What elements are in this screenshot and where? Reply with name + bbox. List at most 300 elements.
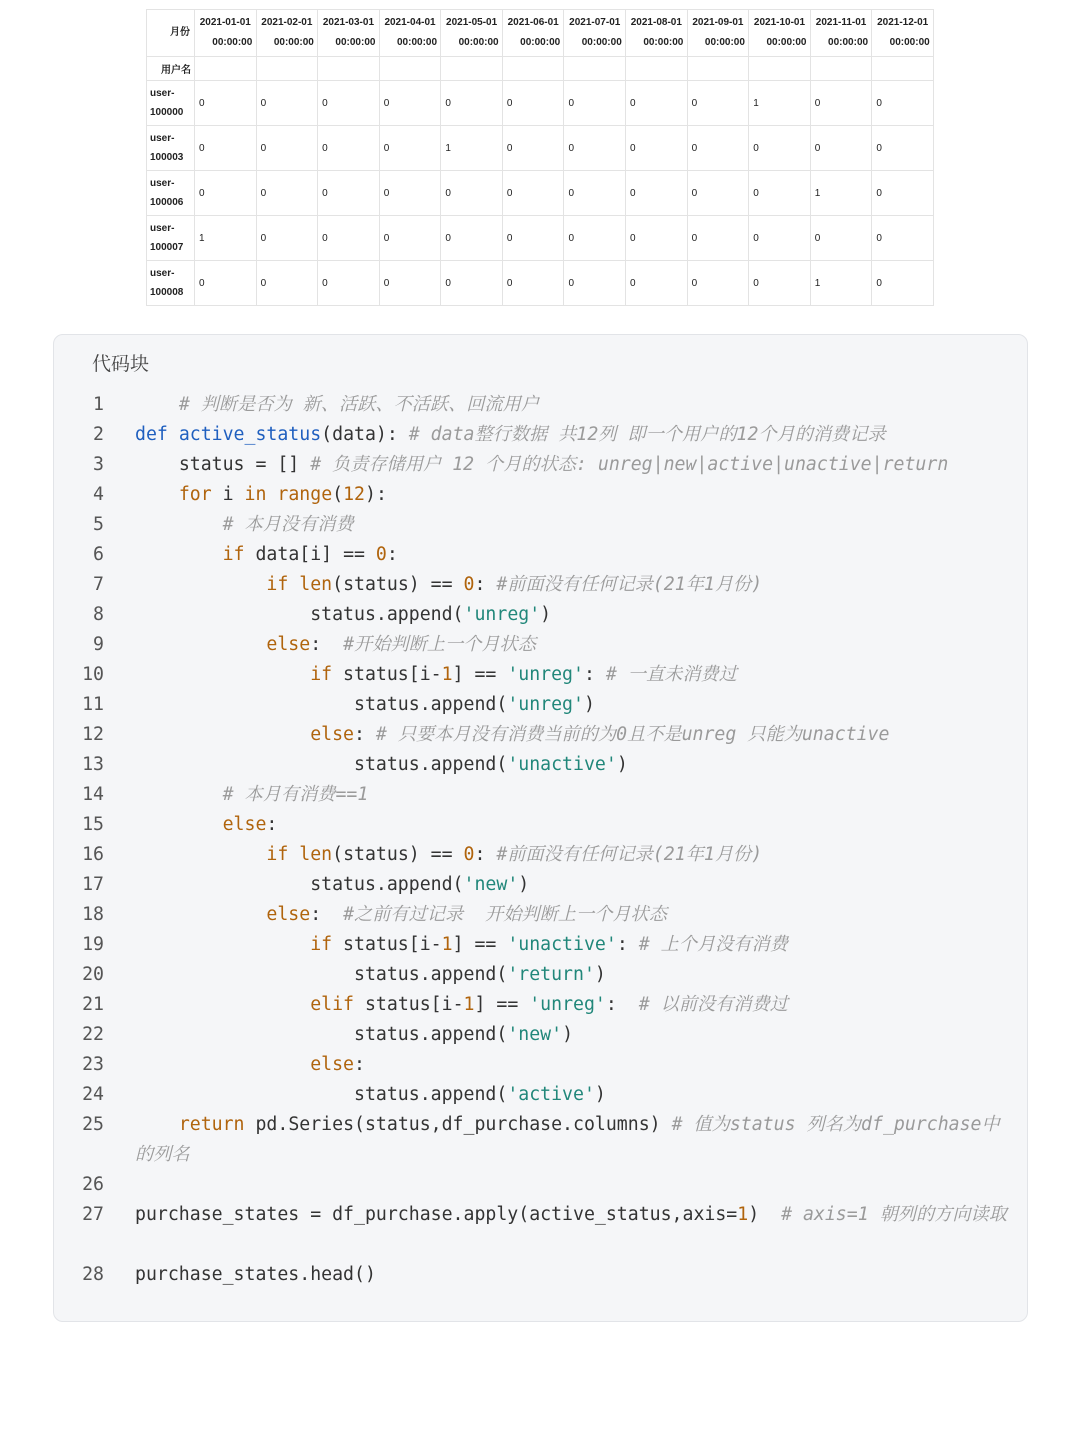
code-line [54,1260,1027,1290]
table-cell: 0 [872,261,934,306]
code-token: i [211,484,245,505]
code-text [135,720,1007,750]
code-line [54,390,1027,420]
code-token: #前面没有任何记录(21年1月份) [496,574,763,595]
code-token: len [299,574,333,595]
row-index-id: 100003 [150,152,184,163]
index-row-empty-cell [379,57,441,81]
code-token [135,784,223,805]
code-token: if [222,544,245,565]
column-header [318,10,380,57]
row-index-prefix: user- [150,178,175,189]
table-cell: 0 [872,126,934,171]
code-token [135,814,223,835]
code-text [135,840,1007,870]
line-number: 4 [93,484,104,505]
table-cell: 0 [379,171,441,216]
table-cell: 0 [564,261,626,306]
code-token: (data): [321,424,409,445]
code-token: ) [583,694,595,715]
table-cell: 1 [810,171,872,216]
code-line [54,480,1027,510]
code-line [54,600,1027,630]
code-token: status.append( [135,1024,508,1045]
index-row-empty-cell [749,57,811,81]
table-cell: 1 [441,126,503,171]
code-token [135,574,266,595]
code-token: 1 [441,934,453,955]
column-header-time: 00:00:00 [273,37,314,48]
code-token: ) [594,1084,606,1105]
code-token: 'new' [463,874,519,895]
code-text [135,780,1007,810]
code-token: 0 [463,574,475,595]
line-number: 24 [82,1084,104,1105]
table-cell: 0 [379,261,441,306]
code-text [135,960,1007,990]
table-cell: 0 [441,216,503,261]
table-cell: 0 [502,261,564,306]
code-text [135,600,1007,630]
column-header-date: 2021-04-01 [384,17,436,28]
line-number: 7 [93,574,104,595]
code-token: else [222,814,267,835]
table-row [147,81,934,126]
table-row [147,171,934,216]
code-token [168,424,179,445]
column-header [872,10,934,57]
table-cell: 0 [441,171,503,216]
row-index-label [147,126,195,171]
table-cell: 0 [564,171,626,216]
code-text [135,1080,1007,1110]
table-cell: 0 [564,126,626,171]
index-row-empty-cell [318,57,380,81]
row-index-label [147,171,195,216]
code-text [135,1260,1007,1290]
code-token: # 负责存储用户 12 个月的状态: unreg|new|active|unactive|return [310,454,949,475]
column-header-time: 00:00:00 [212,37,253,48]
column-header-time: 00:00:00 [581,37,622,48]
code-token [135,394,179,415]
table-cell: 0 [502,216,564,261]
code-token: # axis=1 朝列的方向读取 [781,1204,1007,1225]
code-token: ) [540,604,552,625]
code-token [135,1054,310,1075]
table-cell: 1 [749,81,811,126]
code-token: : [583,664,606,685]
column-header-date: 2021-03-01 [322,17,375,28]
dataframe-output [146,9,934,308]
line-number: 10 [82,664,104,685]
code-line [54,660,1027,690]
code-token: in [244,484,267,505]
code-token [135,514,223,535]
table-cell: 0 [626,261,688,306]
table-cell: 0 [749,261,811,306]
table-cell: 0 [195,126,257,171]
code-token [135,844,266,865]
code-token: else [266,904,311,925]
code-token: 'unreg' [507,694,584,715]
column-header-date: 2021-01-01 [199,17,251,28]
row-index-prefix: user- [150,268,175,279]
column-header-time: 00:00:00 [889,37,930,48]
code-token: 'new' [507,1024,563,1045]
code-token: status.append( [135,1084,508,1105]
code-token [266,484,277,505]
table-row [147,216,934,261]
code-line [54,750,1027,780]
code-text [135,660,1007,690]
column-header-time: 00:00:00 [828,37,869,48]
code-token [135,994,310,1015]
code-token: if [310,934,333,955]
code-line [54,900,1027,930]
column-header [564,10,626,57]
code-line [54,690,1027,720]
code-token: 1 [441,664,453,685]
column-header-time: 00:00:00 [704,37,745,48]
code-token: 'return' [507,964,595,985]
line-number: 12 [82,724,104,745]
table-cell: 0 [441,261,503,306]
column-header-time: 00:00:00 [766,37,807,48]
column-header-date: 2021-06-01 [507,17,559,28]
code-line [54,1200,1027,1260]
table-cell: 0 [379,126,441,171]
column-header [195,10,257,57]
code-token: : [474,574,497,595]
table-cell: 0 [256,126,318,171]
table-cell: 0 [318,171,380,216]
purchase-table [146,9,934,306]
code-token: purchase_states.head() [135,1264,376,1285]
column-header [749,10,811,57]
code-token: 'unactive' [507,934,617,955]
column-header-date: 2021-12-01 [877,17,929,28]
code-token [135,934,310,955]
code-token: 0 [375,544,387,565]
row-index-prefix: user- [150,88,175,99]
code-block-title: 代码块 [92,353,150,375]
table-cell: 0 [564,216,626,261]
column-header-date: 2021-02-01 [261,17,313,28]
line-number: 15 [82,814,104,835]
column-header-time: 00:00:00 [458,37,499,48]
code-token: status[i- [354,994,464,1015]
code-text [135,750,1007,780]
code-token: ): [365,484,387,505]
table-cell: 0 [749,126,811,171]
code-text [135,1110,1007,1170]
code-token: # data整行数据 共12列 即一个用户的12个月的消费记录 [408,424,886,445]
code-token: # 只要本月没有消费当前的为0且不是unreg 只能为unactive [375,724,890,745]
code-token: : [266,814,278,835]
row-index-id: 100008 [150,287,184,298]
code-token: else [310,1054,355,1075]
code-token [135,724,310,745]
code-text [135,930,1007,960]
code-token: : [354,724,376,745]
code-token: status.append( [135,874,464,895]
code-token: 0 [463,844,475,865]
code-text [135,570,1007,600]
row-index-label [147,81,195,126]
table-cell: 0 [441,81,503,126]
code-text [135,870,1007,900]
table-cell: 0 [626,126,688,171]
table-cell: 0 [318,126,380,171]
code-text [135,480,1007,510]
row-index-label [147,261,195,306]
code-token: ( [332,484,344,505]
code-token: status[i- [332,934,442,955]
code-line [54,510,1027,540]
code-token: # 判断是否为 新、活跃、不活跃、回流用户 [178,394,540,415]
code-token [135,904,266,925]
code-text [135,1050,1007,1080]
index-name-row [147,57,934,81]
index-row-empty-cell [441,57,503,81]
table-cell: 0 [502,126,564,171]
code-token: (status) == [332,574,464,595]
table-cell: 0 [256,216,318,261]
code-line [54,840,1027,870]
table-cell: 0 [318,81,380,126]
code-line [54,420,1027,450]
code-line [54,1110,1027,1170]
line-number: 27 [82,1204,104,1225]
line-number: 25 [82,1114,104,1135]
index-row-empty-cell [195,57,257,81]
table-cell: 1 [810,261,872,306]
table-cell: 0 [626,216,688,261]
column-header-row [147,10,934,57]
code-token: ) [748,1204,782,1225]
code-line [54,870,1027,900]
code-token: 1 [737,1204,749,1225]
code-token: ) [594,964,606,985]
table-cell: 0 [318,261,380,306]
line-number: 5 [93,514,104,535]
line-number: 16 [82,844,104,865]
code-token: pd.Series(status,df_purchase.columns) [244,1114,672,1135]
code-line [54,930,1027,960]
code-token: active_status [178,424,322,445]
line-number: 19 [82,934,104,955]
code-token [135,544,223,565]
column-header [502,10,564,57]
table-cell: 0 [872,81,934,126]
table-cell: 0 [318,216,380,261]
row-index-id: 100000 [150,107,184,118]
table-cell: 0 [564,81,626,126]
table-cell: 0 [687,126,749,171]
code-block [53,334,1028,1322]
code-line [54,630,1027,660]
code-line [54,1080,1027,1110]
row-index-prefix: user- [150,133,175,144]
code-token: for [178,484,212,505]
code-line [54,540,1027,570]
code-token: # 上个月没有消费 [638,934,788,955]
column-header-time: 00:00:00 [643,37,684,48]
code-line [54,1020,1027,1050]
code-token: : [605,994,639,1015]
line-number: 23 [82,1054,104,1075]
code-text [135,420,1007,450]
code-text [135,1020,1007,1050]
line-number: 21 [82,994,104,1015]
column-header-time: 00:00:00 [397,37,438,48]
code-token: status[i- [332,664,442,685]
line-number: 1 [93,394,104,415]
code-token: ) [518,874,530,895]
code-token: purchase_states = df_purchase.apply(active_status,axis= [135,1204,738,1225]
code-token: status.append( [135,604,464,625]
code-token: # 一直未消费过 [605,664,737,685]
index-name-label: 用户名 [147,57,195,81]
line-number: 11 [82,694,104,715]
row-index-label [147,216,195,261]
code-text [135,990,1007,1020]
table-cell: 0 [195,261,257,306]
code-token: : [386,544,398,565]
line-number: 8 [93,604,104,625]
code-token [288,574,299,595]
code-token: return [178,1114,245,1135]
column-header [379,10,441,57]
table-row [147,126,934,171]
code-text [135,630,1007,660]
line-number: 6 [93,544,104,565]
column-header-date: 2021-11-01 [815,17,867,28]
column-header [810,10,872,57]
code-text [135,510,1007,540]
code-token: ] == [474,994,530,1015]
column-header-date: 2021-09-01 [692,17,744,28]
table-cell: 0 [502,81,564,126]
code-token: if [310,664,333,685]
code-token: 'unreg' [463,604,541,625]
code-token: 'unreg' [507,664,584,685]
table-cell: 0 [687,261,749,306]
code-line [54,1050,1027,1080]
table-cell: 1 [195,216,257,261]
line-number: 26 [82,1174,104,1195]
table-cell: 0 [810,81,872,126]
code-token: 1 [463,994,475,1015]
code-token: (status) == [332,844,464,865]
code-token: status.append( [135,964,508,985]
line-number: 9 [93,634,104,655]
column-header-date: 2021-10-01 [753,17,806,28]
code-token: status = [] [135,454,311,475]
code-token [135,1114,179,1135]
code-token: else [266,634,311,655]
code-token [135,634,266,655]
line-number: 28 [82,1264,104,1285]
code-token: #前面没有任何记录(21年1月份) [496,844,763,865]
code-token: ) [616,754,628,775]
code-token: #之前有过记录 开始判断上一个月状态 [343,904,667,925]
code-token: ] == [452,934,508,955]
code-token: def [135,424,168,445]
code-token: 12 [343,484,365,505]
table-cell: 0 [626,81,688,126]
code-line [54,960,1027,990]
columns-name-label: 月份 [147,10,195,57]
line-number: 3 [93,454,104,475]
table-cell: 0 [379,81,441,126]
table-cell: 0 [626,171,688,216]
column-header-date: 2021-05-01 [446,17,498,28]
table-cell: 0 [810,126,872,171]
code-token: ] == [452,664,508,685]
code-text [135,900,1007,930]
line-number: 17 [82,874,104,895]
line-number: 22 [82,1024,104,1045]
column-header-date: 2021-08-01 [630,17,682,28]
code-text [135,450,1007,480]
code-token: status.append( [135,694,508,715]
code-token: if [266,574,289,595]
row-index-id: 100006 [150,197,184,208]
code-token [135,664,310,685]
row-index-id: 100007 [150,242,184,253]
index-row-empty-cell [872,57,934,81]
table-cell: 0 [256,261,318,306]
column-header [256,10,318,57]
table-cell: 0 [872,216,934,261]
code-token: : [474,844,497,865]
table-cell: 0 [687,216,749,261]
index-row-empty-cell [687,57,749,81]
line-number: 13 [82,754,104,775]
column-header [687,10,749,57]
code-token: 'unactive' [507,754,617,775]
code-token: len [299,844,333,865]
index-row-empty-cell [810,57,872,81]
code-text [135,540,1007,570]
code-line [54,720,1027,750]
code-token: data[i] == [244,544,376,565]
code-token: 'active' [507,1084,595,1105]
code-token: else [310,724,355,745]
code-token: : [354,1054,365,1075]
code-token: # 本月有消费==1 [222,784,369,805]
code-token: elif [310,994,355,1015]
table-cell: 0 [502,171,564,216]
index-row-empty-cell [564,57,626,81]
column-header-time: 00:00:00 [520,37,561,48]
code-line [54,810,1027,840]
code-line [54,990,1027,1020]
code-token [288,844,299,865]
code-token: # 值为status 列名为df_purchase中的列名 [135,1114,1000,1165]
table-cell: 0 [872,171,934,216]
index-row-empty-cell [502,57,564,81]
line-number: 2 [93,424,104,445]
code-text [135,390,1007,420]
code-token: : [616,934,639,955]
code-token: # 以前没有消费过 [638,994,788,1015]
line-number: 14 [82,784,104,805]
code-token [135,484,179,505]
table-cell: 0 [749,171,811,216]
code-text [135,1200,1007,1230]
